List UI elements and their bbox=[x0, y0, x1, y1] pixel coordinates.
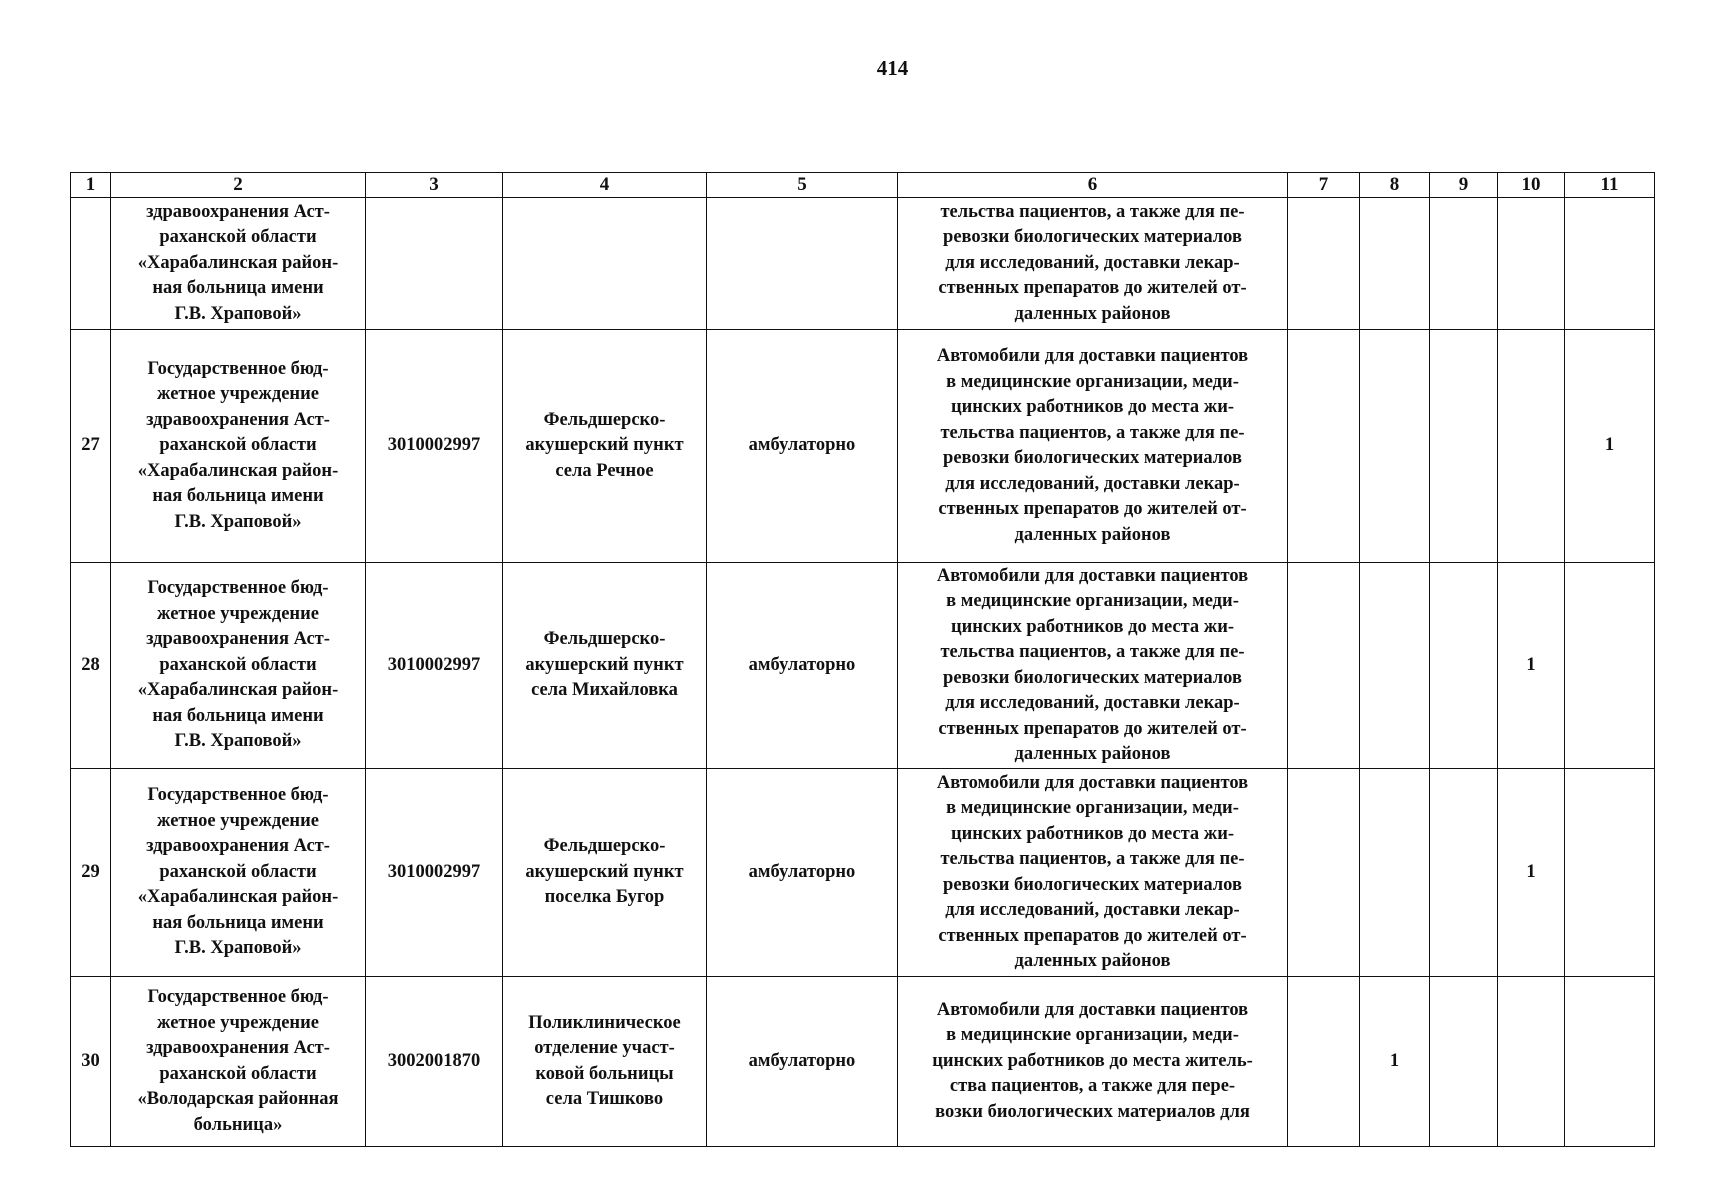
vehicle-allocation-table bbox=[70, 172, 1655, 1147]
vehicle-purpose: Автомобили для доставки пациентов в медицинские организации, меди- цинских работников до места жи- тельства пациентов, а также для пе- ревозки биологических материалов для исследований, доставки лекар- ственных препаратов до жителей от- даленных районов bbox=[898, 769, 1288, 977]
organization-name: Государственное бюд- жетное учреждение здравоохранения Аст- раханской области «Харабалинская район- ная больница имени Г.В. Храповой» bbox=[111, 330, 366, 563]
count-col-9 bbox=[1430, 977, 1498, 1147]
header-cell: 1 bbox=[71, 173, 111, 198]
organization-name: Государственное бюд- жетное учреждение здравоохранения Аст- раханской области «Харабалинская район- ная больница имени Г.В. Храповой» bbox=[111, 769, 366, 977]
count-col-9 bbox=[1430, 769, 1498, 977]
care-mode bbox=[707, 198, 898, 330]
inn-code: 3002001870 bbox=[366, 977, 503, 1147]
count-col-7 bbox=[1288, 330, 1360, 563]
count-col-11 bbox=[1565, 977, 1655, 1147]
header-cell: 5 bbox=[707, 173, 898, 198]
vehicle-purpose: тельства пациентов, а также для пе- ревозки биологических материалов для исследований, доставки лекар- ственных препаратов до жителей от- даленных районов bbox=[898, 198, 1288, 330]
table-row bbox=[71, 769, 1655, 977]
table-row bbox=[71, 198, 1655, 330]
header-cell: 2 bbox=[111, 173, 366, 198]
count-col-10: 1 bbox=[1498, 769, 1565, 977]
count-col-8 bbox=[1360, 769, 1430, 977]
count-col-9 bbox=[1430, 330, 1498, 563]
count-col-8: 1 bbox=[1360, 977, 1430, 1147]
care-mode: амбулаторно bbox=[707, 977, 898, 1147]
count-col-7 bbox=[1288, 198, 1360, 330]
count-col-11 bbox=[1565, 769, 1655, 977]
inn-code: 3010002997 bbox=[366, 330, 503, 563]
row-number: 30 bbox=[71, 977, 111, 1147]
count-col-7 bbox=[1288, 977, 1360, 1147]
header-cell: 11 bbox=[1565, 173, 1655, 198]
row-number: 27 bbox=[71, 330, 111, 563]
header-cell: 10 bbox=[1498, 173, 1565, 198]
header-cell: 8 bbox=[1360, 173, 1430, 198]
column-number-row bbox=[71, 173, 1655, 198]
count-col-10: 1 bbox=[1498, 563, 1565, 769]
subdivision-name bbox=[503, 198, 707, 330]
row-number: 29 bbox=[71, 769, 111, 977]
count-col-10 bbox=[1498, 198, 1565, 330]
vehicle-purpose: Автомобили для доставки пациентов в медицинские организации, меди- цинских работников до места житель- ства пациентов, а также для пере- возки биологических материалов для bbox=[898, 977, 1288, 1147]
care-mode: амбулаторно bbox=[707, 330, 898, 563]
count-col-11 bbox=[1565, 198, 1655, 330]
subdivision-name: Поликлиническое отделение участ- ковой больницы села Тишково bbox=[503, 977, 707, 1147]
inn-code: 3010002997 bbox=[366, 769, 503, 977]
header-cell: 7 bbox=[1288, 173, 1360, 198]
inn-code: 3010002997 bbox=[366, 563, 503, 769]
organization-name: здравоохранения Аст- раханской области «Харабалинская район- ная больница имени Г.В. Храповой» bbox=[111, 198, 366, 330]
table-row bbox=[71, 330, 1655, 563]
table-row bbox=[71, 563, 1655, 769]
vehicle-purpose: Автомобили для доставки пациентов в медицинские организации, меди- цинских работников до места жи- тельства пациентов, а также для пе- ревозки биологических материалов для исследований, доставки лекар- ственных препаратов до жителей от- даленных районов bbox=[898, 330, 1288, 563]
row-number: 28 bbox=[71, 563, 111, 769]
count-col-9 bbox=[1430, 198, 1498, 330]
vehicle-purpose: Автомобили для доставки пациентов в медицинские организации, меди- цинских работников до места жи- тельства пациентов, а также для пе- ревозки биологических материалов для исследований, доставки лекар- ственных препаратов до жителей от- даленных районов bbox=[898, 563, 1288, 769]
header-cell: 3 bbox=[366, 173, 503, 198]
header-cell: 4 bbox=[503, 173, 707, 198]
count-col-7 bbox=[1288, 563, 1360, 769]
count-col-10 bbox=[1498, 330, 1565, 563]
count-col-11 bbox=[1565, 563, 1655, 769]
subdivision-name: Фельдшерско- акушерский пункт поселка Бугор bbox=[503, 769, 707, 977]
count-col-8 bbox=[1360, 330, 1430, 563]
count-col-11: 1 bbox=[1565, 330, 1655, 563]
subdivision-name: Фельдшерско- акушерский пункт села Михайловка bbox=[503, 563, 707, 769]
care-mode: амбулаторно bbox=[707, 769, 898, 977]
subdivision-name: Фельдшерско- акушерский пункт села Речное bbox=[503, 330, 707, 563]
organization-name: Государственное бюд- жетное учреждение здравоохранения Аст- раханской области «Володарская районная больница» bbox=[111, 977, 366, 1147]
count-col-9 bbox=[1430, 563, 1498, 769]
inn-code bbox=[366, 198, 503, 330]
count-col-10 bbox=[1498, 977, 1565, 1147]
page-number: 414 bbox=[876, 56, 909, 80]
count-col-7 bbox=[1288, 769, 1360, 977]
table-row bbox=[71, 977, 1655, 1147]
header-cell: 9 bbox=[1430, 173, 1498, 198]
care-mode: амбулаторно bbox=[707, 563, 898, 769]
header-cell: 6 bbox=[898, 173, 1288, 198]
count-col-8 bbox=[1360, 563, 1430, 769]
organization-name: Государственное бюд- жетное учреждение здравоохранения Аст- раханской области «Харабалинская район- ная больница имени Г.В. Храповой» bbox=[111, 563, 366, 769]
row-number bbox=[71, 198, 111, 330]
count-col-8 bbox=[1360, 198, 1430, 330]
